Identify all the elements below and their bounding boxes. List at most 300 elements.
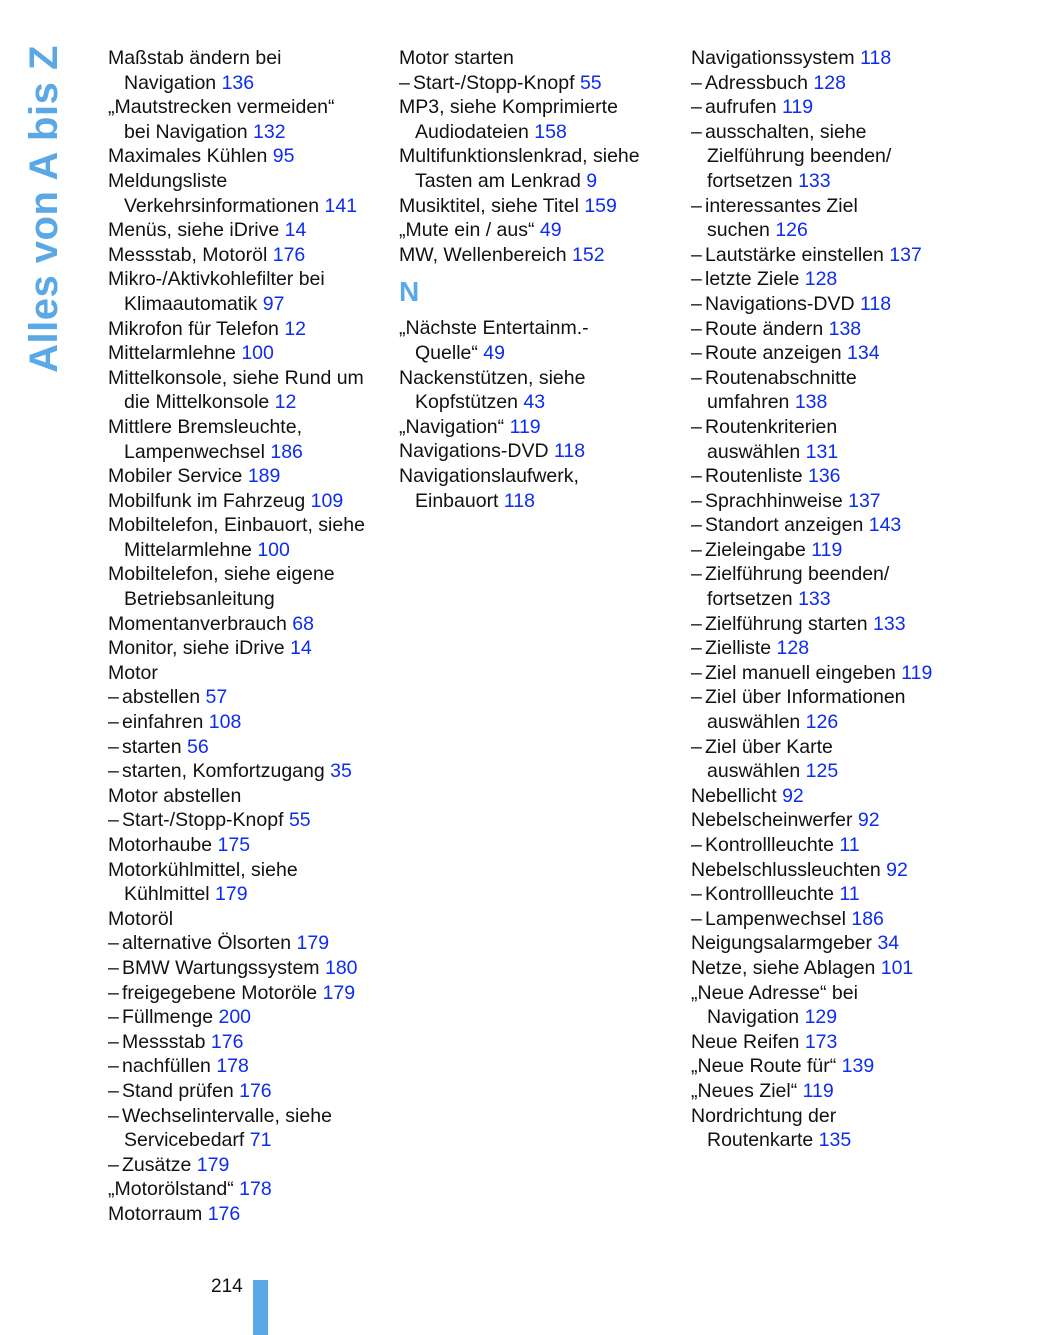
subentry-dash: – [691,71,702,94]
index-term: Start-/Stopp-Knopf [122,809,284,832]
index-entry [108,1153,388,1178]
index-term: Navigations-DVD [705,292,855,315]
page-reference-link[interactable]: 118 [859,292,892,315]
index-term: Zusätze [122,1153,192,1176]
index-term: Meldungsliste [108,169,228,192]
index-entry [108,685,388,710]
index-term: Nebelschlussleuchten [691,858,881,881]
page-reference-link[interactable]: 92 [782,784,804,807]
page-reference-link[interactable]: 95 [272,145,295,168]
page-reference-link[interactable]: 136 [807,465,841,488]
index-entry [691,1030,991,1055]
page-reference-link[interactable]: 56 [187,735,209,758]
index-entry [691,784,991,809]
index-term: Navigationslaufwerk, [399,464,579,487]
index-entry [108,587,388,612]
index-term: alternative Ölsorten [122,932,292,955]
index-term: Lampenwechsel [705,907,846,930]
index-entry [108,1128,388,1153]
index-entry [691,612,991,637]
index-entry [399,46,679,71]
index-entry [108,612,388,637]
index-term: fortsetzen [707,588,793,611]
page-reference-link[interactable]: 119 [811,538,843,561]
subentry-dash: – [108,956,119,979]
index-term: Ziel über Karte [705,735,833,758]
index-term: Monitor, siehe iDrive [108,637,285,660]
index-entry [108,317,388,342]
page-reference-link[interactable]: 133 [798,169,831,192]
page-reference-link[interactable]: 34 [877,932,900,955]
index-term: Motor starten [399,47,514,69]
page-reference-link[interactable]: 136 [221,71,255,94]
index-entry [691,366,991,391]
index-entry [691,882,991,907]
subentry-dash: – [691,415,702,438]
index-entry [108,464,388,489]
subentry-dash: – [399,71,410,94]
index-column-3 [691,46,991,1153]
page-reference-link[interactable]: 14 [290,637,312,660]
index-term: Ziel manuell eingeben [705,661,896,684]
index-entry [108,1005,388,1030]
page-reference-link[interactable]: 49 [483,341,505,364]
page-reference-link[interactable]: 100 [241,342,274,365]
index-term: Standort anzeigen [705,514,864,537]
page-reference-link[interactable]: 11 [839,883,860,906]
index-entry [108,931,388,956]
page-reference-link[interactable]: 12 [274,391,297,414]
index-term: Zielführung beenden/ [705,563,890,586]
subentry-dash: – [108,932,119,955]
page-reference-link[interactable]: 137 [848,489,881,512]
index-term: Route ändern [705,317,824,340]
index-entry [691,194,991,219]
index-entry [691,267,991,292]
index-entry [691,1128,991,1153]
page-reference-link[interactable]: 152 [572,243,605,266]
index-entry [691,144,991,169]
index-entry [108,95,388,120]
index-entry [399,71,679,96]
index-entry [108,808,388,833]
index-entry [108,194,388,219]
page-reference-link[interactable]: 176 [210,1030,244,1053]
index-entry [399,489,679,514]
index-term: Motor abstellen [108,784,242,807]
subentry-dash: – [691,637,702,660]
index-entry [108,907,388,932]
page-reference-link[interactable]: 100 [257,538,290,561]
index-term: Navigation [707,1006,800,1029]
page-reference-link[interactable]: 49 [539,219,562,242]
page-reference-link[interactable]: 138 [828,317,862,340]
page-reference-link[interactable]: 189 [247,465,281,488]
subentry-dash: – [691,243,702,266]
index-term: Tasten am Lenkrad [415,169,581,192]
index-entry [691,489,991,514]
subentry-dash: – [691,120,702,143]
index-entry [691,587,991,612]
index-entry [399,341,679,366]
index-term: Lautstärke einstellen [705,243,884,266]
index-entry [108,1177,388,1202]
index-term: Ziel über Informationen [705,686,906,709]
index-term: Füllmenge [122,1006,214,1029]
page-number: 214 [211,1276,243,1297]
index-entry [108,759,388,784]
page-reference-link[interactable]: 139 [841,1055,875,1078]
index-entry [108,981,388,1006]
page-reference-link[interactable]: 176 [239,1079,272,1102]
subentry-dash: – [108,809,119,832]
index-term: einfahren [122,711,204,734]
page-reference-link[interactable]: 159 [584,194,617,217]
index-entry [691,931,991,956]
subentry-dash: – [691,292,702,315]
index-term: auswählen [707,760,801,783]
index-term: Quelle“ [415,341,478,364]
page-reference-link[interactable]: 125 [805,760,839,783]
page-reference-link[interactable]: 118 [860,47,892,69]
page-reference-link[interactable]: 97 [262,292,285,315]
subentry-dash: – [691,735,702,758]
index-term: Zieleingabe [705,538,806,561]
index-term: Mobiler Service [108,465,243,488]
index-term: Verkehrsinformationen [124,194,320,217]
page-reference-link[interactable]: 119 [901,661,933,684]
index-entry [399,316,679,341]
index-term: Netze, siehe Ablagen [691,956,876,979]
page-reference-link[interactable]: 128 [813,71,846,94]
index-term: Servicebedarf [124,1129,245,1152]
index-term: Maximales Kühlen [108,145,268,168]
page-reference-link[interactable]: 92 [886,858,908,881]
index-entry [691,1079,991,1104]
index-term: Kopfstützen [415,391,518,414]
subentry-dash: – [691,883,702,906]
page-marker-bar [253,1280,268,1335]
index-entry [108,858,388,883]
subentry-dash: – [691,612,702,635]
index-term: suchen [707,219,770,242]
index-entry [108,415,388,440]
index-term: Wechselintervalle, siehe [122,1104,332,1127]
index-term: auswählen [707,440,801,463]
index-entry [691,710,991,735]
index-term: Multifunktionslenkrad, siehe [399,145,640,168]
index-term: Neigungsalarmgeber [691,932,873,955]
index-entry [691,243,991,268]
index-entry [691,858,991,883]
page-reference-link[interactable]: 119 [802,1079,834,1102]
index-entry [691,464,991,489]
index-term: „Neue Route für“ [691,1055,837,1078]
page-reference-link[interactable]: 178 [216,1055,249,1078]
subentry-dash: – [691,96,702,119]
index-term: nachfüllen [122,1055,211,1078]
index-term: Menüs, siehe iDrive [108,219,280,242]
index-term: Mikrofon für Telefon [108,317,279,340]
subentry-dash: – [691,834,702,856]
subentry-dash: – [691,366,702,389]
page-reference-link[interactable]: 135 [818,1129,852,1152]
index-entry [691,71,991,96]
subentry-dash: – [108,1055,119,1078]
page-reference-link[interactable]: 134 [847,342,880,365]
page-reference-link[interactable]: 175 [217,834,251,856]
index-entry [108,661,388,686]
index-entry [108,71,388,96]
page-reference-link[interactable]: 12 [284,317,307,340]
index-term: Kühlmittel [124,883,210,906]
subentry-dash: – [108,686,119,709]
index-entry [108,46,388,71]
page-reference-link[interactable]: 173 [804,1030,838,1053]
page-reference-link[interactable]: 179 [322,981,356,1004]
page-reference-link[interactable]: 179 [215,883,248,906]
page-reference-link[interactable]: 35 [330,760,352,783]
index-term: Motorkühlmittel, siehe [108,858,298,881]
index-term: Routenabschnitte [705,366,857,389]
page-reference-link[interactable]: 133 [798,588,831,611]
subentry-dash: – [691,686,702,709]
index-term: Betriebsanleitung [124,588,275,611]
index-term: Start-/Stopp-Knopf [413,71,575,94]
index-term: letzte Ziele [705,268,800,291]
page-reference-link[interactable]: 200 [218,1006,252,1029]
index-entry [691,1054,991,1079]
index-term: Einbauort [415,489,499,512]
index-term: Nordrichtung der [691,1104,837,1127]
page-reference-link[interactable]: 109 [310,489,344,512]
index-term: „Motorölstand“ [108,1178,234,1201]
side-title-text: Alles von A bis Z [22,45,67,373]
index-term: Mittlere Bremsleuchte, [108,415,302,438]
index-term: „Navigation“ [399,415,505,438]
index-term: Routenliste [705,465,803,488]
page-reference-link[interactable]: 158 [534,120,567,143]
page-reference-link[interactable]: 143 [868,514,902,537]
page-reference-link[interactable]: 137 [889,243,922,266]
index-term: Motoröl [108,907,174,930]
page-reference-link[interactable]: 180 [324,956,358,979]
index-entry [108,390,388,415]
page-reference-link[interactable]: 92 [857,809,880,832]
index-term: „Mute ein / aus“ [399,219,535,242]
index-entry [108,1104,388,1129]
index-entry [399,464,679,489]
index-entry [108,120,388,145]
page-reference-link[interactable]: 178 [239,1178,272,1201]
page-reference-link[interactable]: 179 [196,1153,230,1176]
index-entry [691,759,991,784]
subentry-dash: – [691,563,702,586]
page-reference-link[interactable]: 131 [805,440,839,463]
page-reference-link[interactable]: 126 [805,711,839,734]
index-term: Zielführung beenden/ [707,145,892,168]
subentry-dash: – [691,465,702,488]
page-reference-link[interactable]: 14 [284,219,307,242]
page-reference-link[interactable]: 128 [776,637,810,660]
index-term: Motorhaube [108,834,213,856]
page-reference-link[interactable]: 55 [579,71,602,94]
index-term: Neue Reifen [691,1030,800,1053]
index-term: Navigationssystem [691,47,855,69]
page-reference-link[interactable]: 9 [586,169,598,192]
index-column-2 [399,46,679,513]
subentry-dash: – [108,981,119,1004]
index-entry [399,439,679,464]
index-entry [691,317,991,342]
index-term: Musiktitel, siehe Titel [399,194,579,217]
subentry-dash: – [691,194,702,217]
index-entry [399,144,679,169]
index-term: bei Navigation [124,120,248,143]
index-entry [691,341,991,366]
index-term: Routenkarte [707,1129,814,1152]
index-term: Navigations-DVD [399,440,549,463]
index-term: fortsetzen [707,169,793,192]
index-entry [108,1054,388,1079]
index-term: Zielführung starten [705,612,868,635]
index-entry [691,169,991,194]
index-term: Mobiltelefon, Einbauort, siehe [108,514,365,537]
index-term: Zielliste [705,637,772,660]
page-reference-link[interactable]: 119 [781,96,814,119]
index-term: Routenkriterien [705,415,838,438]
subentry-dash: – [691,489,702,512]
index-entry [691,415,991,440]
index-term: BMW Wartungssystem [122,956,320,979]
index-entry [108,784,388,809]
index-entry [108,489,388,514]
page-reference-link[interactable]: 118 [503,489,535,512]
index-term: Nackenstützen, siehe [399,366,586,389]
index-term: auswählen [707,711,801,734]
side-section-title [18,45,70,373]
page-reference-link[interactable]: 176 [272,243,306,266]
subentry-dash: – [108,1104,119,1127]
index-term: Mittelkonsole, siehe Rund um [108,366,364,389]
page-reference-link[interactable]: 132 [253,120,286,143]
index-term: starten [122,735,182,758]
index-entry [108,956,388,981]
page-reference-link[interactable]: 186 [851,907,884,930]
page-reference-link[interactable]: 118 [553,440,586,463]
index-entry [399,169,679,194]
index-term: Navigation [124,71,217,94]
index-entry [691,46,991,71]
index-entry [691,808,991,833]
page-reference-link[interactable]: 55 [288,809,311,832]
page-reference-link[interactable]: 43 [523,391,546,414]
index-term: Mobiltelefon, siehe eigene [108,563,335,586]
index-term: Sprachhinweise [705,489,843,512]
page-reference-link[interactable]: 126 [775,219,808,242]
index-entry [691,95,991,120]
index-term: Klimaautomatik [124,292,258,315]
page-reference-link[interactable]: 68 [292,612,314,635]
index-term: Messstab [122,1030,206,1053]
page-reference-link[interactable]: 129 [804,1006,838,1029]
index-entry [108,144,388,169]
index-entry [691,538,991,563]
index-term: Mikro-/Aktivkohlefilter bei [108,268,325,291]
page-reference-link[interactable]: 119 [509,415,541,438]
subentry-dash: – [108,760,119,783]
index-entry [108,440,388,465]
index-entry [108,366,388,391]
index-entry [108,735,388,760]
index-term: Motorraum [108,1202,203,1225]
page-reference-link[interactable]: 176 [207,1202,241,1225]
index-term: Lampenwechsel [124,440,265,463]
page-reference-link[interactable]: 186 [270,440,303,463]
index-entry [691,661,991,686]
index-term: „Neues Ziel“ [691,1079,798,1102]
page-reference-link[interactable]: 138 [794,391,828,414]
index-term: ausschalten, siehe [705,120,867,143]
index-entry [399,390,679,415]
page-reference-link[interactable]: 108 [208,711,242,734]
index-entry [108,710,388,735]
page-reference-link[interactable]: 179 [296,932,330,955]
index-term: Mittelarmlehne [108,342,236,365]
index-entry [108,341,388,366]
page-reference-link[interactable]: 133 [873,612,906,635]
page-reference-link[interactable]: 71 [249,1129,272,1152]
index-entry [399,366,679,391]
index-term: „Neue Adresse“ bei [691,981,858,1004]
index-entry [108,882,388,907]
index-entry [691,120,991,145]
page-reference-link[interactable]: 128 [804,268,838,291]
index-entry [691,685,991,710]
index-entry [691,981,991,1006]
section-letter: N [399,276,420,308]
index-entry [399,218,679,243]
subentry-dash: – [691,342,702,365]
index-term: die Mittelkonsole [124,391,270,414]
subentry-dash: – [691,661,702,684]
subentry-dash: – [108,1006,119,1029]
index-entry [691,956,991,981]
page-reference-link[interactable]: 141 [324,194,358,217]
index-entry [691,636,991,661]
index-entry [108,538,388,563]
subentry-dash: – [108,1030,119,1053]
index-term: Momentanverbrauch [108,612,287,635]
index-term: Maßstab ändern bei [108,47,282,69]
page-reference-link[interactable]: 11 [839,834,860,856]
index-entry [108,833,388,858]
index-term: Motor [108,661,158,684]
index-entry [108,562,388,587]
index-entry [108,292,388,317]
index-entry [108,513,388,538]
subentry-dash: – [691,538,702,561]
index-entry [399,243,679,268]
index-term: starten, Komfortzugang [122,760,325,783]
index-entry [691,1104,991,1129]
index-term: abstellen [122,686,201,709]
index-entry [691,907,991,932]
page-reference-link[interactable]: 57 [205,686,228,709]
index-term: „Mautstrecken vermeiden“ [108,96,335,119]
page-reference-link[interactable]: 101 [880,956,914,979]
index-term: Stand prüfen [122,1079,234,1102]
